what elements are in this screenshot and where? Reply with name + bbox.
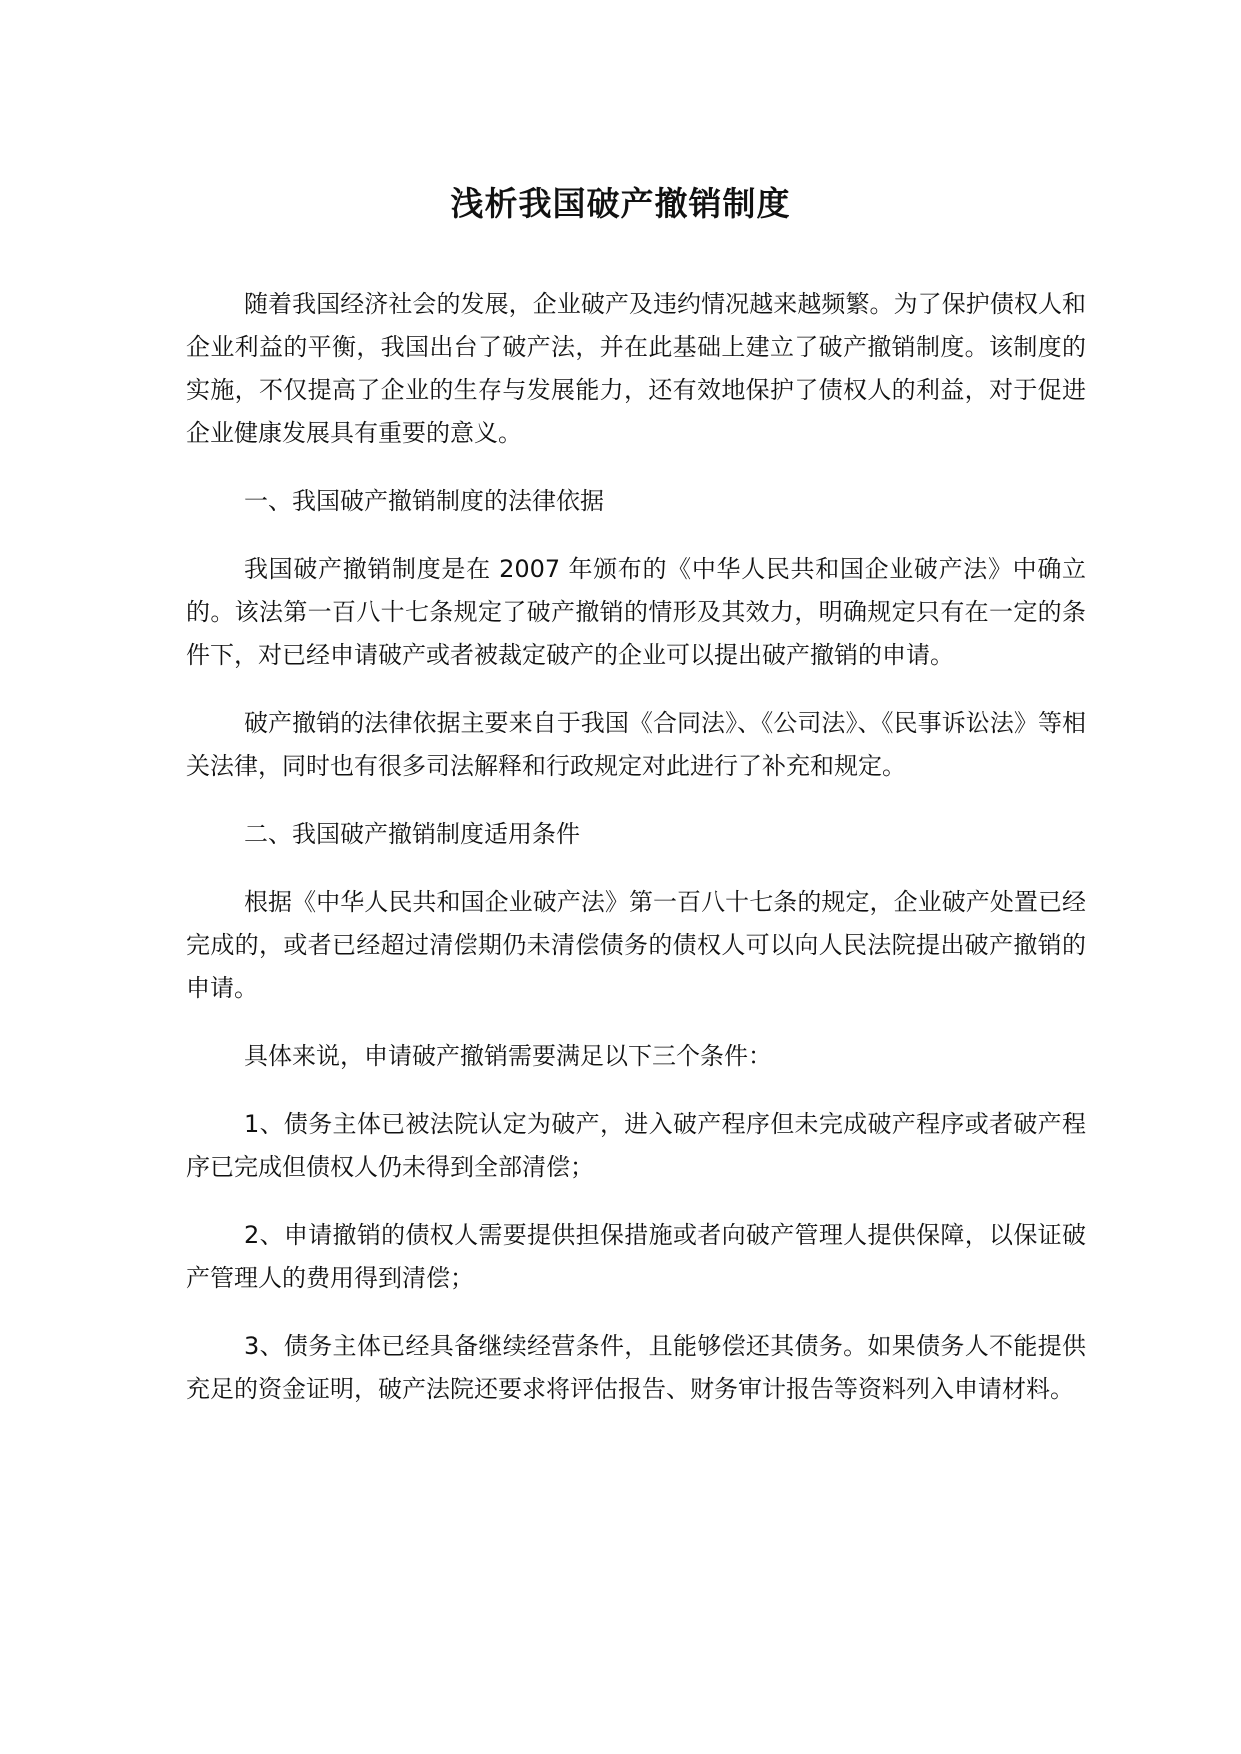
list-item-condition-3: 3、债务主体已经具备继续经营条件，且能够偿还其债务。如果债务人不能提供充足的资金证明，破产法院还要求将评估报告、财务审计报告等资料列入申请材料。 <box>186 1332 1086 1403</box>
paragraph-conditions-intro: 根据《中华人民共和国企业破产法》第一百八十七条的规定，企业破产处置已经完成的，或者已经超过清偿期仍未清偿债务的债权人可以向人民法院提出破产撤销的申请。 <box>186 888 1086 1002</box>
list-item-condition-1: 1、债务主体已被法院认定为破产，进入破产程序但未完成破产程序或者破产程序已完成但债权人仍未得到全部清偿； <box>186 1110 1086 1181</box>
paragraph-conditions-lead: 具体来说，申请破产撤销需要满足以下三个条件： <box>244 1042 772 1070</box>
paragraph-related-laws: 破产撤销的法律依据主要来自于我国《合同法》、《公司法》、《民事诉讼法》等相关法律，同时也有很多司法解释和行政规定对此进行了补充和规定。 <box>186 709 1086 780</box>
document-body <box>186 283 1086 1436</box>
document-title: 浅析我国破产撤销制度 <box>450 184 791 223</box>
list-item-condition-2: 2、申请撤销的债权人需要提供担保措施或者向破产管理人提供保障，以保证破产管理人的费用得到清偿； <box>186 1221 1086 1292</box>
section-heading-2: 二、我国破产撤销制度适用条件 <box>244 820 580 848</box>
section-heading-1: 一、我国破产撤销制度的法律依据 <box>244 487 604 515</box>
paragraph-legal-basis: 我国破产撤销制度是在 2007 年颁布的《中华人民共和国企业破产法》中确立的。该法第一百八十七条规定了破产撤销的情形及其效力，明确规定只有在一定的条件下，对已经申请破产或者被裁定破产的企业可以提出破产撤销的申请。 <box>186 555 1086 669</box>
paragraph-intro: 随着我国经济社会的发展，企业破产及违约情况越来越频繁。为了保护债权人和企业利益的平衡，我国出台了破产法，并在此基础上建立了破产撤销制度。该制度的实施，不仅提高了企业的生存与发展能力，还有效地保护了债权人的利益，对于促进企业健康发展具有重要的意义。 <box>186 290 1086 447</box>
